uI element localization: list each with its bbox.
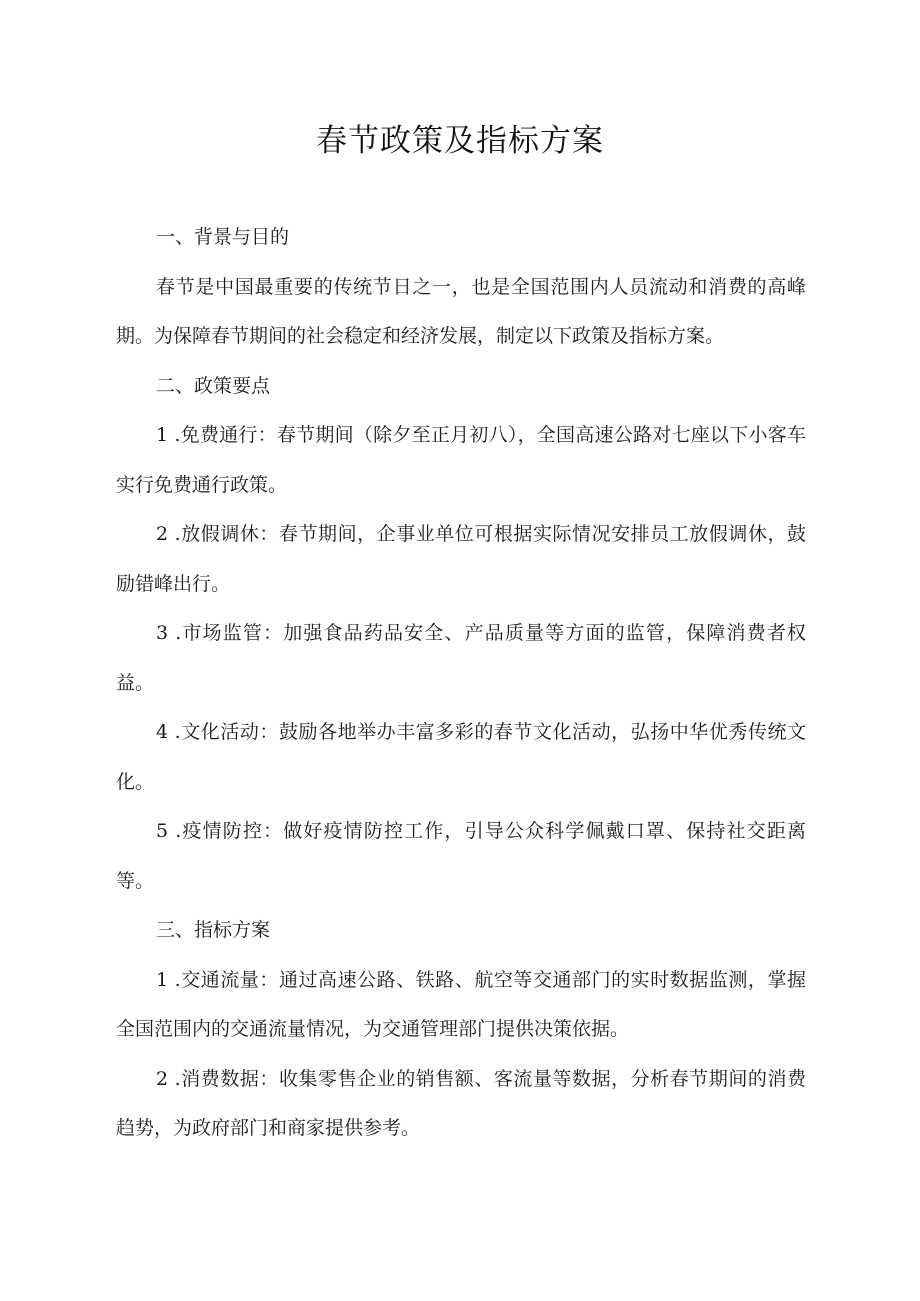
policy-item [116,510,806,609]
item-number: 2 [156,523,169,545]
indicator-item [116,956,806,1055]
indicator-item [116,1055,806,1154]
section-heading-background: 一、背景与目的 [156,226,290,248]
item-number: 5 [156,820,169,842]
section-heading-policy: 二、政策要点 [156,374,271,397]
policy-item [116,609,806,708]
item-text: .消费数据：收集零售企业的销售额、客流量等数据，分析春节期间的消费趋势，为政府部门和商家提供参考。 [116,1067,806,1139]
item-number: 4 [156,721,169,743]
policy-item [116,708,806,807]
item-text: .文化活动：鼓励各地举办丰富多彩的春节文化活动，弘扬中华优秀传统文化。 [116,721,806,793]
section-heading-indicators: 三、指标方案 [156,919,271,941]
document-body [116,213,806,1154]
item-number: 2 [156,1067,169,1090]
item-number: 1 [156,424,169,446]
background-paragraph: 春节是中国最重要的传统节日之一，也是全国范围内人员流动和消费的高峰期。为保障春节期间的社会稳定和经济发展，制定以下政策及指标方案。 [116,275,806,347]
item-text: .疫情防控：做好疫情防控工作，引导公众科学佩戴口罩、保持社交距离等。 [116,820,806,892]
document-title: 春节政策及指标方案 [316,123,604,159]
item-text: .市场监管：加强食品药品安全、产品质量等方面的监管，保障消费者权益。 [116,622,806,694]
item-number: 1 [156,968,169,991]
item-text: .免费通行：春节期间（除夕至正月初八），全国高速公路对七座以下小客车实行免费通行政策。 [116,424,806,496]
policy-item [116,807,806,906]
item-number: 3 [156,622,169,644]
item-text: .交通流量：通过高速公路、铁路、航空等交通部门的实时数据监测，掌握全国范围内的交通流量情况，为交通管理部门提供决策依据。 [116,968,806,1040]
item-text: .放假调休：春节期间，企事业单位可根据实际情况安排员工放假调休，鼓励错峰出行。 [116,523,806,595]
policy-item [116,411,806,510]
